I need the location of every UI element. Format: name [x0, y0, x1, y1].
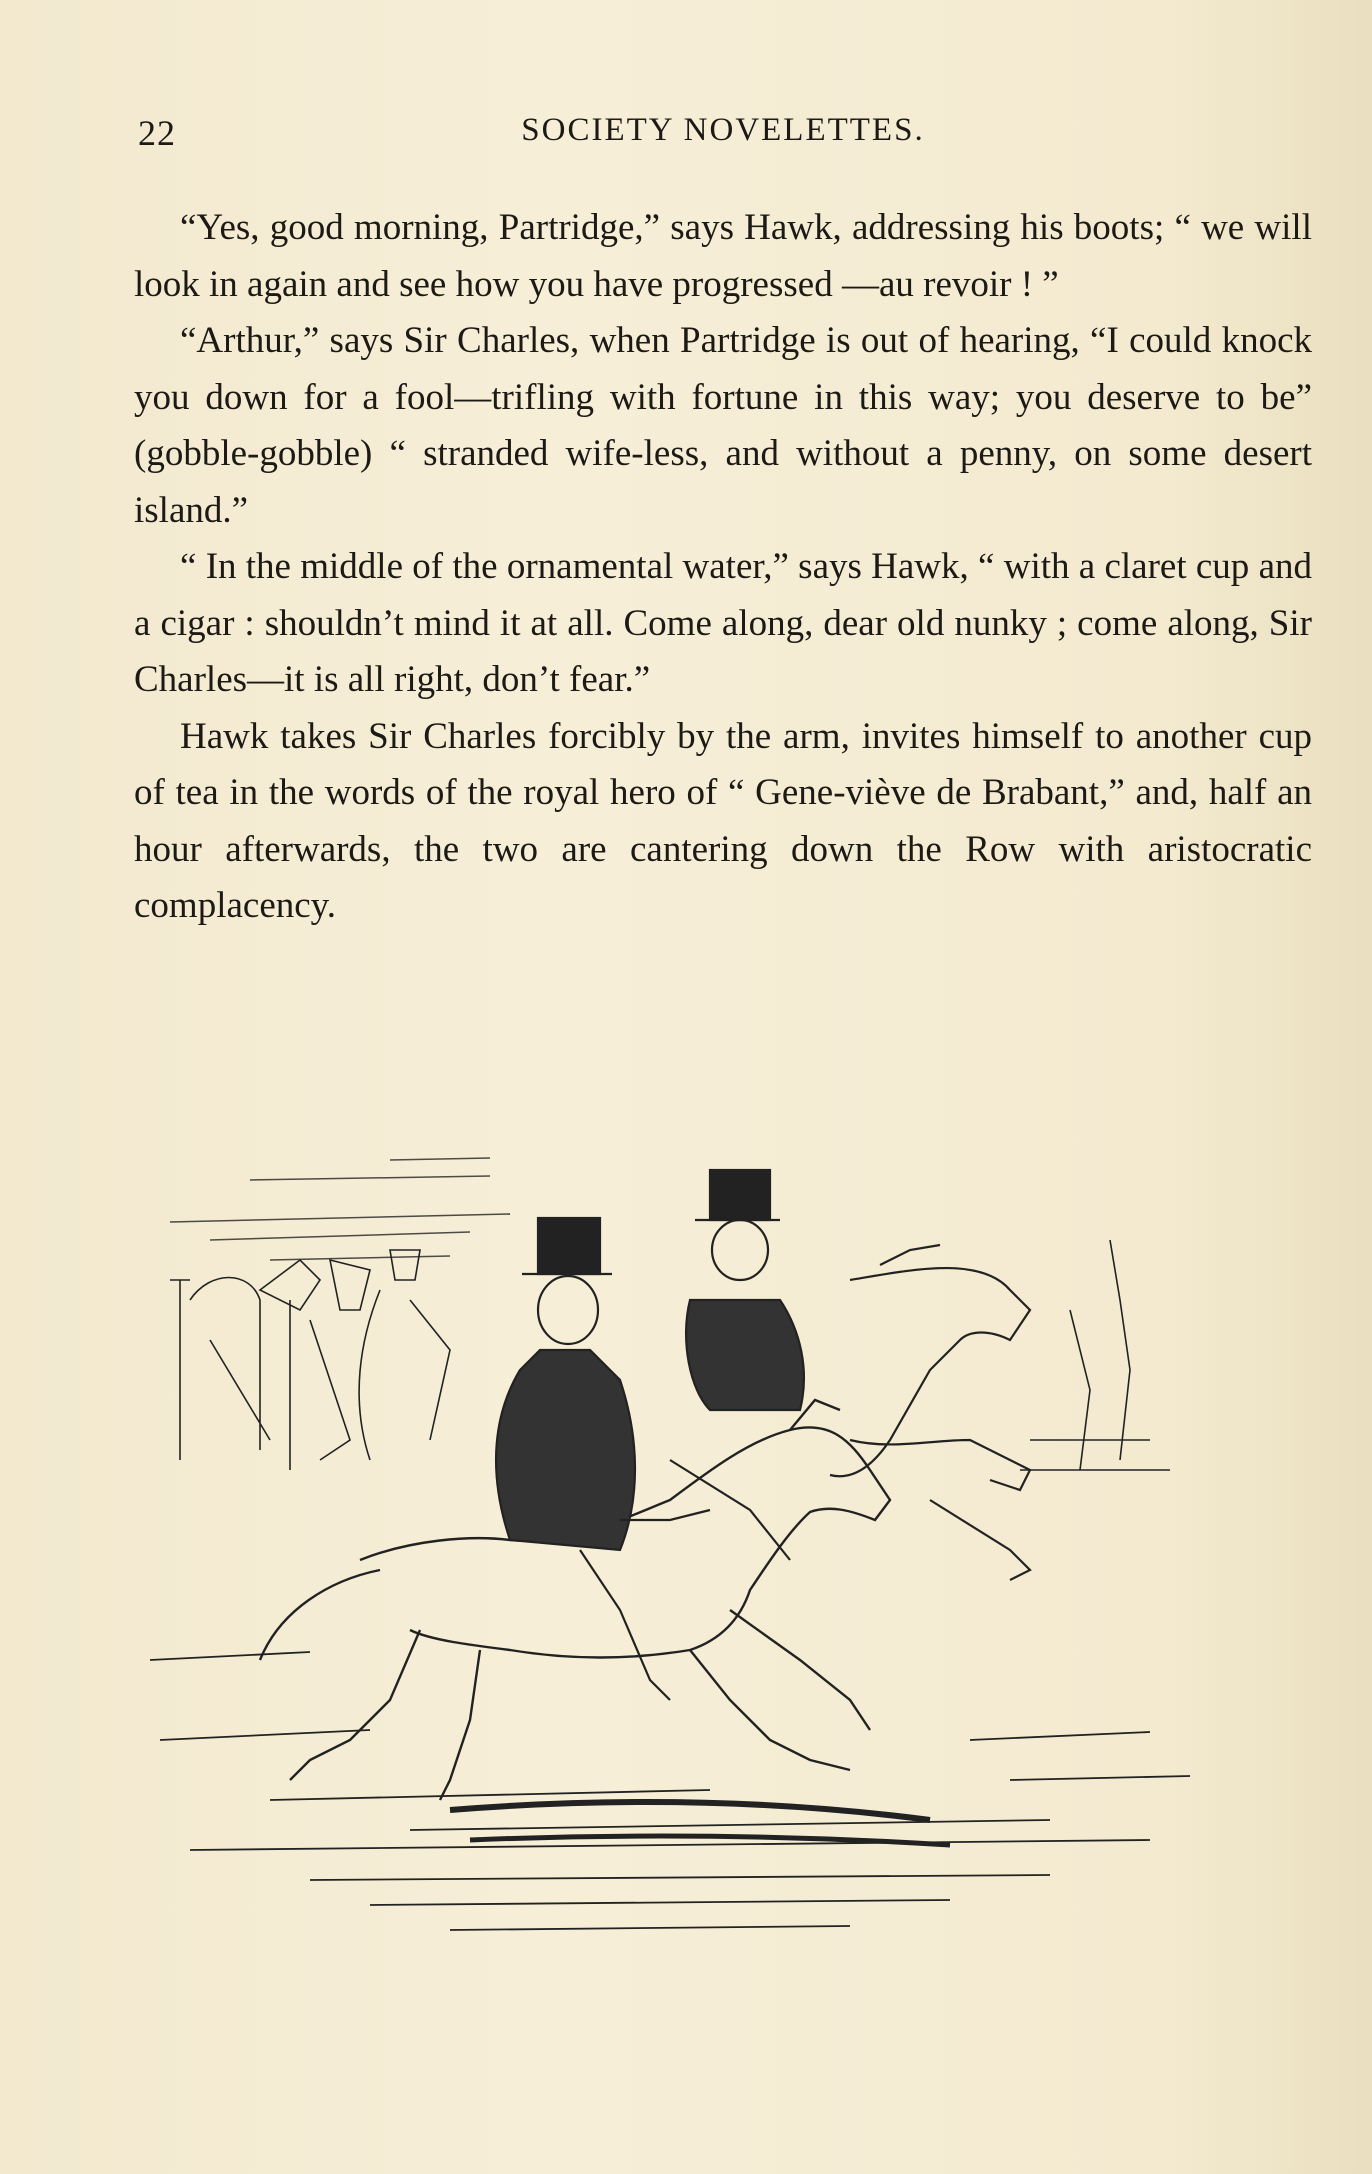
running-head: SOCIETY NOVELETTES. — [521, 112, 925, 148]
crowd-figures — [170, 1250, 450, 1470]
background-shrubs — [1020, 1240, 1170, 1470]
sky-hatching — [170, 1158, 510, 1260]
ground-hatching — [150, 1652, 1190, 1930]
riders-illustration — [150, 1140, 1260, 1960]
rear-horse — [670, 1245, 1030, 1580]
body-text — [134, 200, 1312, 935]
paragraph: “Arthur,” says Sir Charles, when Partridge is out of hearing, “I could knock you down for a fool—trifling with fortune in this way; you deserve to be” (gobble-gobble) “ stranded wife-less, and without a penny, on some desert island.” — [134, 320, 1312, 531]
front-rider — [496, 1218, 710, 1700]
rear-rider — [686, 1170, 804, 1410]
page-header — [138, 112, 1308, 162]
page-number: 22 — [138, 113, 176, 153]
paragraph: “ In the middle of the ornamental water,” says Hawk, “ with a claret cup and a cigar : shouldn’t mind it at all. Come along, dear old nunky ; come along, Sir Charles—it is all right, don’t fear.” — [134, 546, 1312, 700]
paragraph: Hawk takes Sir Charles forcibly by the arm, invites himself to another cup of tea in the words of the royal hero of “ Gene-viève de Brabant,” and, half an hour afterwards, the two are cantering down the Row with aristocratic complacency. — [134, 715, 1312, 926]
paragraph: “Yes, good morning, Partridge,” says Hawk, addressing his boots; “ we will look in again and see how you have progressed —au revoir ! ” — [134, 207, 1312, 305]
